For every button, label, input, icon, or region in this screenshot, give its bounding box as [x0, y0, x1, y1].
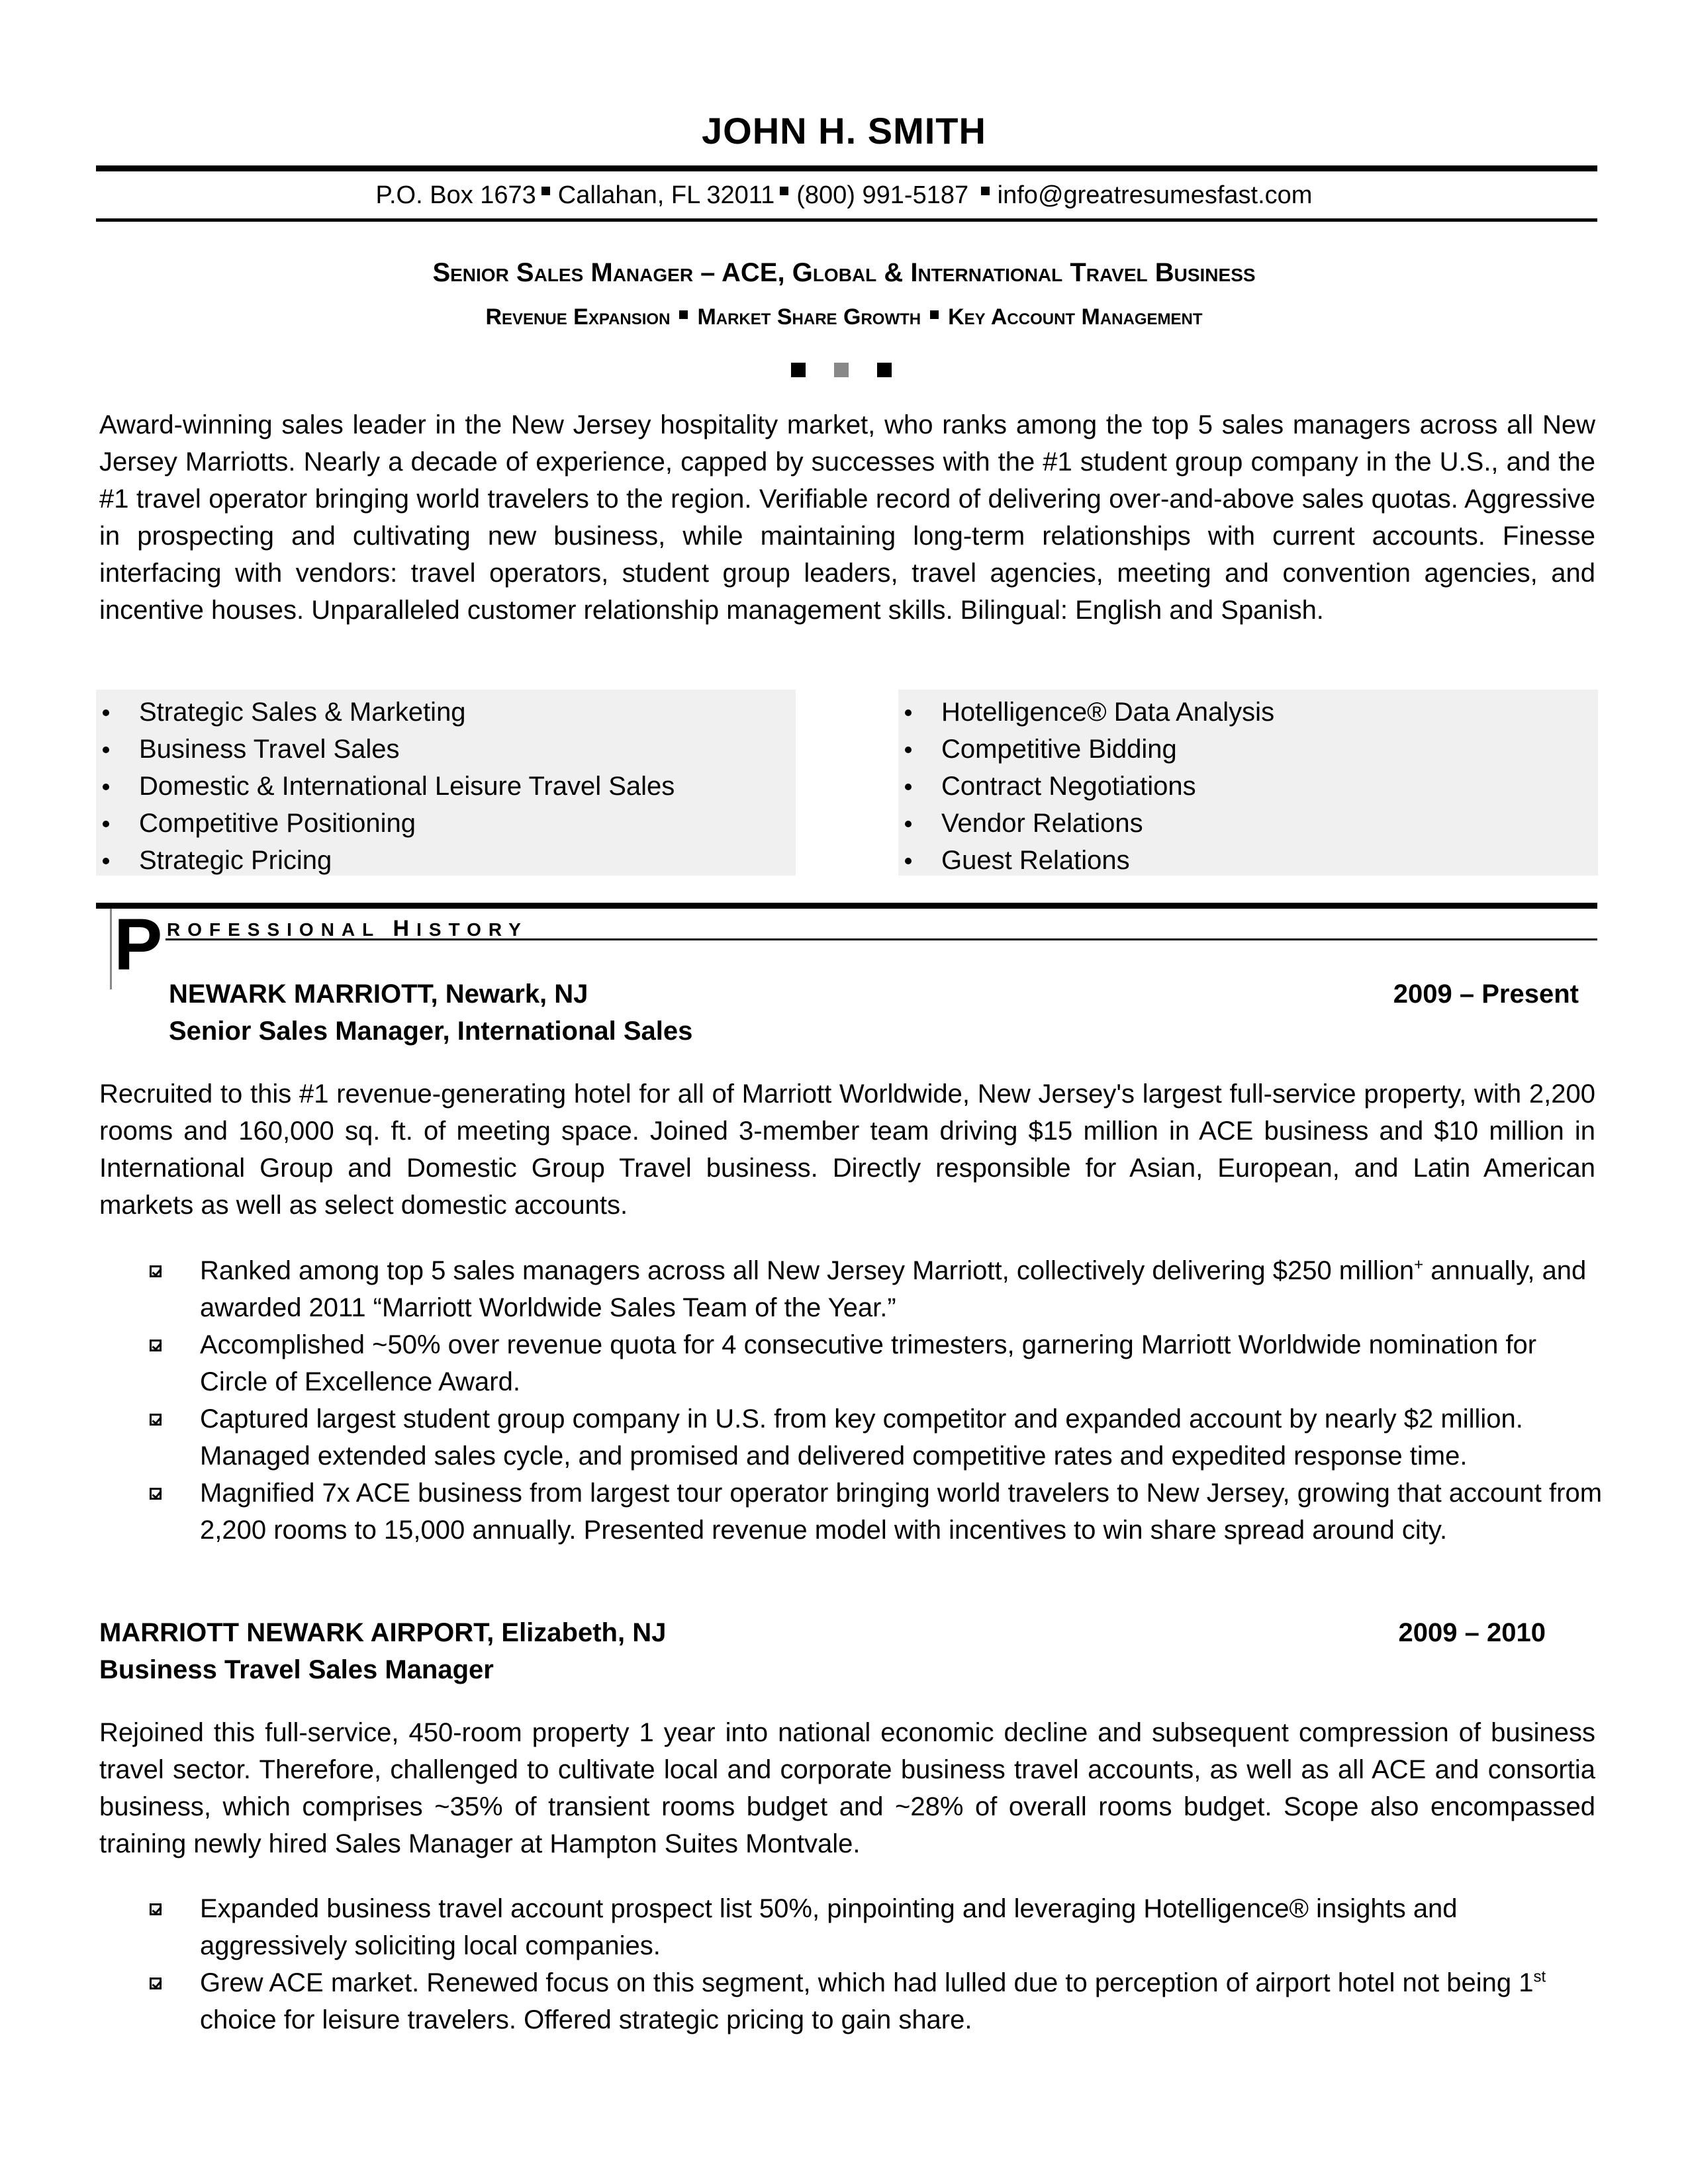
keyword: Key Account Management	[948, 304, 1203, 330]
decorative-squares	[791, 363, 897, 379]
bullet-icon	[103, 784, 109, 790]
keyword: Market Share Growth	[697, 304, 921, 330]
achievement-item: Captured largest student group company in U.S. from key competitor and expanded account by nearly $2 million. Managed extended sales cycle, and promised and delivered competitive rates and expedited response time.	[146, 1400, 1602, 1475]
separator-square-icon	[981, 187, 990, 195]
keyword: Revenue Expansion	[485, 304, 671, 330]
checkbox-icon	[150, 1978, 162, 1989]
skill-item: Guest Relations	[898, 842, 1598, 879]
bullet-icon	[905, 784, 912, 790]
job-description: Recruited to this #1 revenue-generating hotel for all of Marriott Worldwide, New Jersey's largest full-service property, with 2,200 rooms and 160,000 sq. ft. of meeting space. Joined 3-member team driving $15 million in ACE business and $10 million in International Group and Domestic Group Travel business. Directly responsible for Asian, European, and Latin American markets as well as select domestic accounts.	[99, 1079, 1595, 1220]
skills-column-right	[898, 690, 1598, 876]
achievement-list	[146, 1252, 1602, 1549]
section-vertical-rule	[110, 909, 112, 989]
achievement-item: Ranked among top 5 sales managers across all New Jersey Marriott, collectively delivering $250 million+ annually, and awarded 2011 “Marriott Worldwide Sales Team of the Year.”	[146, 1252, 1602, 1326]
checkbox-icon	[150, 1340, 162, 1351]
skill-item: Competitive Bidding	[898, 731, 1598, 768]
skill-item: Strategic Sales & Marketing	[96, 694, 796, 731]
square-icon	[877, 363, 892, 377]
candidate-name: JOHN H. SMITH	[702, 110, 986, 152]
skill-item: Hotelligence® Data Analysis	[898, 694, 1598, 731]
square-icon	[791, 363, 806, 377]
section-drop-cap: P	[114, 904, 163, 985]
achievement-item: Accomplished ~50% over revenue quota for 4 consecutive trimesters, garnering Marriott Worldwide nomination for Circle of Excellence Award.	[146, 1326, 1602, 1400]
skills-column-left	[96, 690, 796, 876]
checkbox-icon	[150, 1265, 162, 1277]
bullet-icon	[905, 858, 912, 864]
job-employer: NEWARK MARRIOTT, Newark, NJ	[169, 979, 588, 1009]
contact-email[interactable]: info@greatresumesfast.com	[997, 181, 1313, 209]
bullet-icon	[103, 858, 109, 864]
skill-item: Contract Negotiations	[898, 768, 1598, 805]
summary-paragraph: Award-winning sales leader in the New Jersey hospitality market, who ranks among the top 5 sales managers across all New Jersey Marriotts. Nearly a decade of experience, capped by successes with the #1 student group company in the U.S., and the #1 travel operator bringing world travelers to the region. Verifiable record of delivering over-and-above sales quotas. Aggressive in prospecting and cultivating new business, while maintaining long-term relationships with current accounts. Finesse interfacing with vendors: travel operators, student group leaders, travel agencies, meeting and convention agencies, and incentive houses. Unparalleled customer relationship management skills. Bilingual: English and Spanish.	[99, 410, 1595, 625]
separator-square-icon	[780, 187, 788, 195]
header-rule-thick	[96, 165, 1597, 171]
bullet-icon	[103, 747, 109, 753]
bullet-icon	[905, 709, 912, 716]
contact-city: Callahan, FL 32011	[557, 181, 775, 209]
separator-square-icon	[679, 310, 688, 319]
separator-square-icon	[541, 187, 550, 195]
bullet-icon	[103, 709, 109, 716]
checkbox-icon	[150, 1903, 162, 1915]
bullet-icon	[905, 747, 912, 753]
bullet-icon	[905, 821, 912, 827]
bullet-icon	[103, 821, 109, 827]
job-title: Senior Sales Manager, International Sales	[169, 1017, 693, 1046]
job-dates: 2009 – Present	[1393, 979, 1579, 1009]
section-title: ROFESSIONAL HISTORY	[167, 916, 528, 941]
skill-item: Domestic & International Leisure Travel Sales	[96, 768, 796, 805]
job-dates: 2009 – 2010	[1398, 1618, 1546, 1647]
separator-square-icon	[930, 310, 939, 319]
job-title: Business Travel Sales Manager	[99, 1655, 494, 1684]
header-rule-thin	[96, 218, 1597, 222]
job-employer: MARRIOTT NEWARK AIRPORT, Elizabeth, NJ	[99, 1618, 667, 1647]
checkbox-icon	[150, 1488, 162, 1500]
contact-address: P.O. Box 1673	[375, 181, 536, 209]
checkbox-icon	[150, 1414, 162, 1426]
job-description: Rejoined this full-service, 450-room property 1 year into national economic decline and subsequent compression of business travel sector. Therefore, challenged to cultivate local and corporate business travel accounts, as well as all ACE and consortia business, which comprises ~35% of transient rooms budget and ~28% of overall rooms budget. Scope also encompassed training newly hired Sales Manager at Hampton Suites Montvale.	[99, 1718, 1595, 1858]
section-rule-thick	[96, 903, 1597, 909]
skill-item: Business Travel Sales	[96, 731, 796, 768]
skill-item: Vendor Relations	[898, 805, 1598, 842]
achievement-item: Magnified 7x ACE business from largest tour operator bringing world travelers to New Jersey, growing that account from 2,200 rooms to 15,000 annually. Presented revenue model with incentives to win share spread around city.	[146, 1475, 1602, 1549]
headline-keywords	[0, 304, 1688, 330]
achievement-item: Grew ACE market. Renewed focus on this segment, which had lulled due to perception of airport hotel not being 1st choice for leisure travelers. Offered strategic pricing to gain share.	[146, 1964, 1602, 2038]
contact-phone: (800) 991-5187	[796, 181, 969, 209]
achievement-item: Expanded business travel account prospect list 50%, pinpointing and leveraging Hotelligence® insights and aggressively soliciting local companies.	[146, 1890, 1602, 1964]
headline-title: Senior Sales Manager – ACE, Global & International Travel Business	[432, 258, 1256, 287]
skill-item: Competitive Positioning	[96, 805, 796, 842]
contact-line	[0, 181, 1688, 210]
skill-item: Strategic Pricing	[96, 842, 796, 879]
square-icon	[834, 363, 849, 377]
achievement-list	[146, 1890, 1602, 2038]
